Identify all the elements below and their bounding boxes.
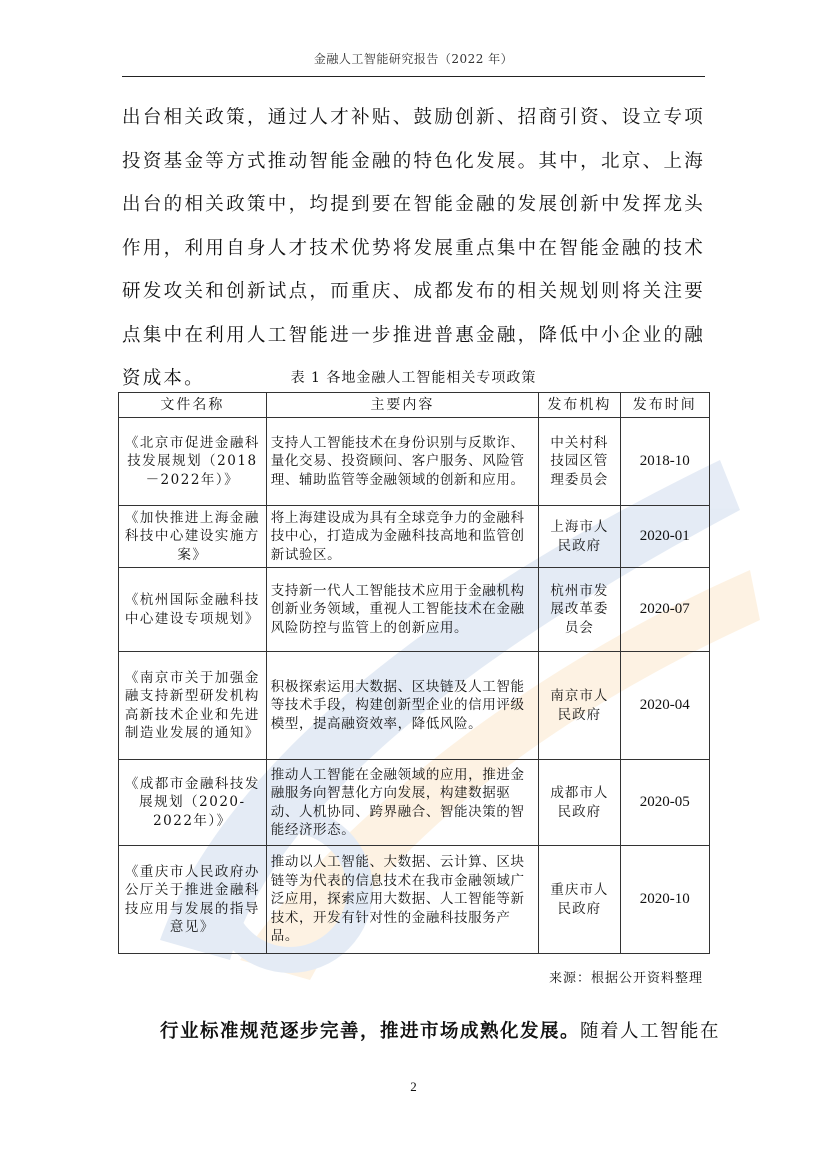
document-name: 《南京市关于加强金融支持新型研发机构高新技术企业和先进制造业发展的通知》 — [119, 652, 267, 760]
issuing-agency: 杭州市发展改革委员会 — [539, 568, 620, 652]
table-row — [119, 418, 710, 506]
paragraph-continuation: 随着人工智能在 — [580, 1021, 721, 1042]
issuing-agency: 重庆市人民政府 — [539, 846, 620, 954]
column-header: 主要内容 — [266, 393, 538, 418]
issue-date: 2020-04 — [620, 652, 709, 760]
body-paragraph-2 — [122, 1017, 721, 1047]
issue-date: 2020-07 — [620, 568, 709, 652]
issuing-agency: 上海市人民政府 — [539, 506, 620, 568]
main-content: 推动人工智能在金融领域的应用，推进金融服务向智慧化方向发展，构建数据驱动、人机协同、跨界融合、智能决策的智能经济形态。 — [266, 760, 538, 846]
column-header: 发布时间 — [620, 393, 709, 418]
document-name: 《杭州国际金融科技中心建设专项规划》 — [119, 568, 267, 652]
main-content: 支持新一代人工智能技术应用于金融机构创新业务领域，重视人工智能技术在金融风险防控与监管上的创新应用。 — [266, 568, 538, 652]
document-name: 《成都市金融科技发展规划（2020-2022年）》 — [119, 760, 267, 846]
header-divider — [122, 76, 705, 77]
issue-date: 2020-05 — [620, 760, 709, 846]
main-content: 推动以人工智能、大数据、云计算、区块链等为代表的信息技术在我市金融领域广泛应用，探索应用大数据、人工智能等新技术，开发有针对性的金融科技服务产品。 — [266, 846, 538, 954]
issuing-agency: 成都市人民政府 — [539, 760, 620, 846]
table-row — [119, 760, 710, 846]
issuing-agency: 南京市人民政府 — [539, 652, 620, 760]
issuing-agency: 中关村科技园区管理委员会 — [539, 418, 620, 506]
table-row — [119, 846, 710, 954]
document-name: 《北京市促进金融科技发展规划（2018－2022年）》 — [119, 418, 267, 506]
document-name: 《重庆市人民政府办公厅关于推进金融科技应用与发展的指导意见》 — [119, 846, 267, 954]
issue-date: 2018-10 — [620, 418, 709, 506]
paragraph-lead-bold: 行业标准规范逐步完善，推进市场成熟化发展。 — [160, 1021, 581, 1042]
table-row — [119, 652, 710, 760]
issue-date: 2020-10 — [620, 846, 709, 954]
policy-table — [118, 392, 710, 954]
main-content: 将上海建设成为具有全球竞争力的金融科技中心，打造成为金融科技高地和监管创新试验区。 — [266, 506, 538, 568]
issue-date: 2020-01 — [620, 506, 709, 568]
main-content: 积极探索运用大数据、区块链及人工智能等技术手段，构建创新型企业的信用评级模型，提高融资效率，降低风险。 — [266, 652, 538, 760]
main-content: 支持人工智能技术在身份识别与反欺诈、量化交易、投资顾问、客户服务、风险管理、辅助监管等金融领域的创新和应用。 — [266, 418, 538, 506]
table-header-row — [119, 393, 710, 418]
table-row — [119, 568, 710, 652]
column-header: 发布机构 — [539, 393, 620, 418]
page-header: 金融人工智能研究报告（2022 年） — [313, 52, 514, 66]
document-name: 《加快推进上海金融科技中心建设实施方案》 — [119, 506, 267, 568]
column-header: 文件名称 — [119, 393, 267, 418]
table-caption: 表 1 各地金融人工智能相关专项政策 — [290, 370, 537, 386]
page-number: 2 — [410, 1079, 417, 1094]
body-paragraph: 出台相关政策，通过人才补贴、鼓励创新、招商引资、设立专项投资基金等方式推动智能金融的特色化发展。其中，北京、上海出台的相关政策中，均提到要在智能金融的发展创新中发挥龙头作用，利用自身人才技术优势将发展重点集中在智能金融的技术研发攻关和创新试点，而重庆、成都发布的相关规划则将关注要点集中在利用人工智能进一步推进普惠金融，降低中小企业的融资成本。 — [122, 107, 705, 389]
table-source-note: 来源：根据公开资料整理 — [548, 971, 703, 986]
table-row — [119, 506, 710, 568]
